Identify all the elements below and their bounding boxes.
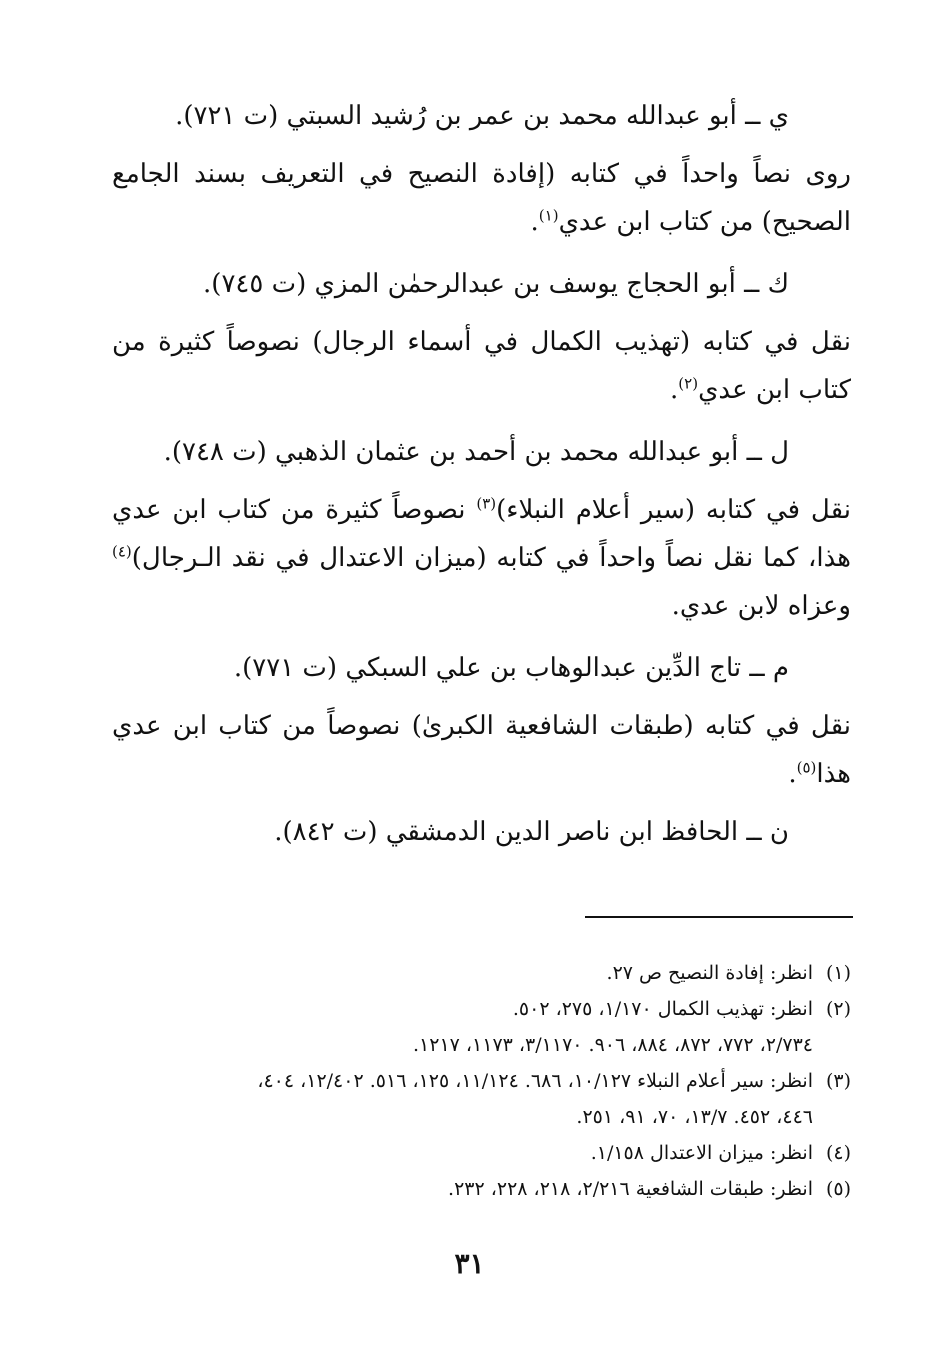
footnote-text: انظر: ميزان الاعتدال ١/١٥٨.	[590, 1142, 813, 1164]
footnote-ref[interactable]: (٣)	[476, 494, 497, 513]
entry-heading-ya	[112, 96, 789, 136]
footnote-text: انظر: طبقات الشافعية ٢/٢١٦، ٢١٨، ٢٢٨، ٢٣٢.	[448, 1178, 813, 1200]
period: .	[670, 375, 679, 405]
entry-body-line	[112, 490, 851, 530]
body-text: هذا، كما نقل نصاً واحداً في كتابه (ميزان الاعتدال في نقد الـرجال)	[131, 543, 851, 573]
entry-body-line	[112, 754, 851, 794]
footnote-text: انظر: سير أعلام النبلاء ١٠/١٢٧، ٦٨٦. ١١/١٢٤، ١٢٥، ٥١٦. ١٢/٤٠٢، ٤٠٤،	[257, 1070, 813, 1092]
entry-heading-nun	[112, 812, 789, 852]
heading-text: م ــ تاج الدِّين عبدالوهاب بن علي السبكي (ت ٧٧١).	[233, 653, 789, 683]
footnote-1	[96, 958, 851, 988]
footnote-text: ٢/٧٣٤، ٧٧٢، ٨٧٢، ٨٨٤، ٩٠٦. ٣/١١٧٠، ١١٧٣، ١٢١٧.	[413, 1034, 813, 1056]
footnote-2	[96, 994, 851, 1024]
body-text: هذا	[816, 759, 851, 789]
body-text: نقل في كتابه (سير أعلام النبلاء)	[496, 495, 851, 525]
footnote-ref[interactable]: (١)	[538, 206, 559, 225]
body-text: نقل في كتابه (تهذيب الكمال في أسماء الرجال) نصوصاً كثيرة من	[112, 327, 851, 357]
footnote-text: ٤٤٦، ٤٥٢. ١٣/٧، ٧٠، ٩١، ٢٥١.	[576, 1106, 813, 1128]
footnote-ref[interactable]: (٢)	[678, 374, 699, 393]
entry-body-line	[112, 370, 851, 410]
footnote-number: (٥)	[825, 1178, 851, 1200]
body-text: نصوصاً كثيرة من كتاب ابن عدي	[112, 495, 477, 525]
entry-heading-lam	[112, 432, 789, 472]
entry-body-line	[112, 706, 851, 746]
page-number: ٣١	[454, 1247, 485, 1280]
footnote-ref[interactable]: (٥)	[796, 758, 817, 777]
footnote-number: (١)	[825, 962, 851, 984]
footnote-3	[96, 1066, 851, 1096]
footnote-ref[interactable]: (٤)	[112, 542, 132, 561]
entry-body-line	[112, 538, 851, 578]
entry-body-line	[112, 586, 851, 626]
footnote-4	[96, 1138, 851, 1168]
heading-text: ل ــ أبو عبدالله محمد بن أحمد بن عثمان الذهبي (ت ٧٤٨).	[163, 437, 789, 467]
footnote-3-continued	[96, 1102, 813, 1132]
entry-body-line	[112, 154, 851, 194]
footnote-text: انظر: إفادة النصيح ص ٢٧.	[606, 962, 813, 984]
body-text: وعزاه لابن عدي.	[671, 591, 851, 621]
footnote-5	[96, 1174, 851, 1204]
footnote-number: (٤)	[825, 1142, 851, 1164]
footnote-text: انظر: تهذيب الكمال ١/١٧٠، ٢٧٥، ٥٠٢.	[512, 998, 813, 1020]
footnote-separator	[585, 916, 853, 918]
body-text: الصحيح) من كتاب ابن عدي	[558, 207, 851, 237]
footnote-2-continued	[96, 1030, 813, 1060]
entry-heading-kaf	[112, 264, 789, 304]
body-text: روى نصاً واحداً في كتابه (إفادة النصيح في التعريف بسند الجامع	[112, 159, 851, 189]
heading-text: ن ــ الحافظ ابن ناصر الدين الدمشقي (ت ٨٤٢).	[274, 817, 789, 847]
period: .	[530, 207, 539, 237]
body-text: نقل في كتابه (طبقات الشافعية الكبرىٰ) نصوصاً من كتاب ابن عدي	[112, 711, 851, 741]
footnote-number: (٢)	[825, 998, 851, 1020]
body-text: كتاب ابن عدي	[698, 375, 851, 405]
entry-heading-mim	[112, 648, 789, 688]
entry-body-line	[112, 322, 851, 362]
heading-text: ك ــ أبو الحجاج يوسف بن عبدالرحمٰن المزي (ت ٧٤٥).	[203, 269, 789, 299]
footnote-number: (٣)	[825, 1070, 851, 1092]
entry-body-line	[112, 202, 851, 242]
period: .	[788, 759, 797, 789]
heading-text: ي ــ أبو عبدالله محمد بن عمر بن رُشيد السبتي (ت ٧٢١).	[175, 101, 789, 131]
